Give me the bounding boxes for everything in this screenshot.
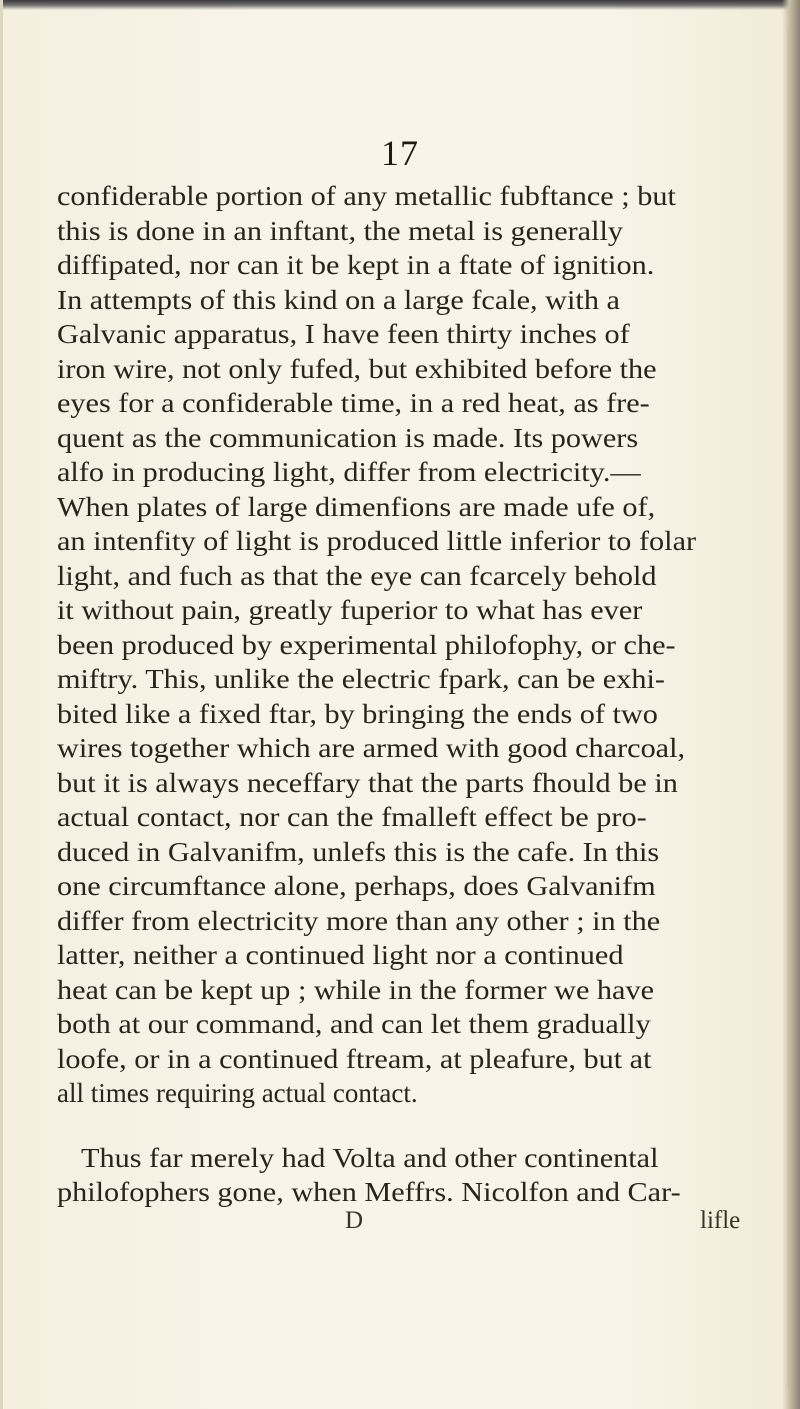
- text-line: bited like a fixed ftar, by bringing the ends of two: [57, 698, 658, 729]
- text-line: quent as the communication is made. Its powers: [57, 422, 639, 453]
- text-line: it without pain, greatly fuperior to what has ever: [57, 595, 643, 625]
- page-left-edge: [0, 0, 3, 1409]
- text-line: but it is always neceffary that the parts fhould be in: [57, 767, 678, 798]
- page-right-edge: [782, 0, 800, 1409]
- text-line: all times requiring actual contact.: [57, 1078, 418, 1108]
- signature-mark: D: [345, 1206, 364, 1234]
- text-line: philofophers gone, when Meffrs. Nicolfon and Car-: [57, 1177, 681, 1207]
- text-line: both at our command, and can let them gradually: [57, 1009, 651, 1039]
- text-line: iron wire, not only fufed, but exhibited before the: [57, 353, 657, 384]
- text-line: eyes for a confiderable time, in a red heat, as fre-: [57, 388, 650, 418]
- text-line: alfo in producing light, differ from electricity.—: [57, 457, 641, 487]
- text-line: heat can be kept up ; while in the former we have: [57, 974, 655, 1005]
- text-line: wires together which are armed with good charcoal,: [57, 733, 686, 763]
- text-line: miftry. This, unlike the electric fpark, can be exhi-: [57, 664, 665, 694]
- text-line: loofe, or in a continued ftream, at pleafure, but at: [57, 1043, 652, 1074]
- text-line: one circumftance alone, perhaps, does Galvanifm: [57, 871, 656, 901]
- text-line: confiderable portion of any metallic fubftance ; but: [57, 181, 676, 211]
- text-line: differ from electricity more than any other ; in the: [57, 905, 661, 936]
- text-line: been produced by experimental philofophy, or che-: [57, 629, 676, 660]
- text-line: In attempts of this kind on a large fcale, with a: [57, 284, 620, 315]
- text-line: diffipated, nor can it be kept in a ftate of ignition.: [57, 250, 655, 280]
- catchword: lifle: [700, 1206, 741, 1234]
- text-line: an intenfity of light is produced little inferior to folar: [57, 526, 697, 556]
- page-number: 17: [381, 133, 419, 173]
- text-line: actual contact, nor can the fmalleft effect be pro-: [57, 802, 647, 832]
- text-line: When plates of large dimenfions are made ufe of,: [57, 491, 656, 522]
- text-line: light, and fuch as that the eye can fcarcely behold: [57, 560, 657, 591]
- text-line: latter, neither a continued light nor a continued: [57, 940, 624, 970]
- scan-top-edge: [0, 0, 800, 10]
- text-line: Thus far merely had Volta and other continental: [81, 1142, 659, 1173]
- text-line: duced in Galvanifm, unlefs this is the cafe. In this: [57, 836, 660, 867]
- text-line: Galvanic apparatus, I have feen thirty inches of: [57, 319, 630, 349]
- text-line: this is done in an inftant, the metal is generally: [57, 215, 624, 246]
